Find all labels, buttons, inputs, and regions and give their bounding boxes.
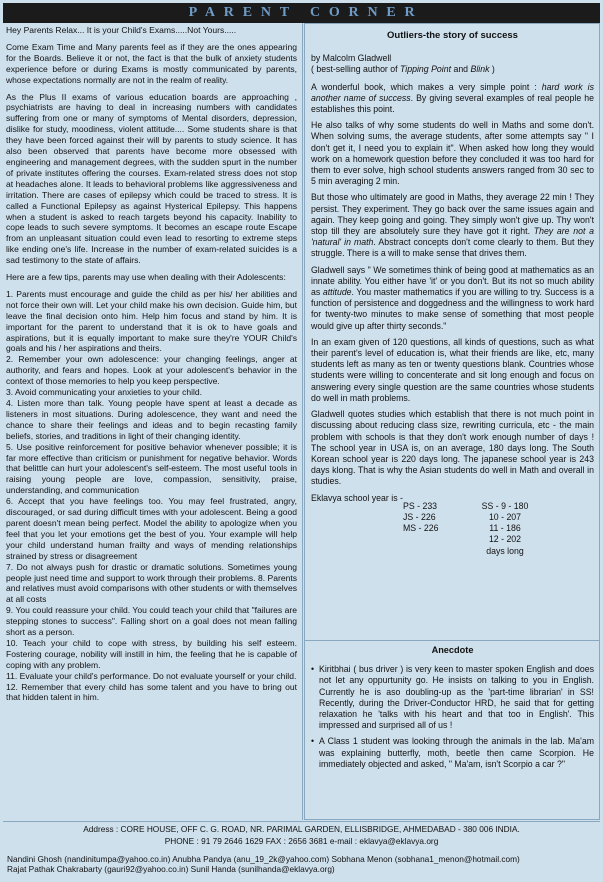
tip-item: 6. Accept that you have feelings too. You may feel frustrated, angry, discouraged, or sad during difficult times with your adolescent. Being a good parent doesn't mean being perfect. Model the ability to apologize when you feel that you let your emotions get the best of you. Your example will help your child understand human frailty and ways of mending relationships strained by stress or disagreement <box>6 496 297 561</box>
review-paragraph: Gladwell says " We sometimes think of being good at mathematics as an innate ability. You either have 'it' or you don't. But its not so much ability as attitude. You master mathematics if you are willing to try. Success is a function of persistence and doggedness and the willingness to work hard for twenty-two minutes to make sense of something that most people would give up after thirty seconds." <box>311 264 594 331</box>
article-paragraph: Come Exam Time and Many parents feel as if they are the ones appearing for the Boards. Believe it or not, the fact is that the bulk of anxiety students experience before or during Exams is mostly communicated by parents, whose expectations normally are not in the realm of reality. <box>6 41 297 85</box>
article-paragraph: Here are a few tips, parents may use when dealing with their Adolescents: <box>6 272 286 283</box>
book-title: Blink <box>470 64 490 75</box>
anecdote-item: • A Class 1 student was looking through the animals in the lab. Ma'am was explaining butterfly, moth, beetle then came Scorpion. He immediately objected and asked, " Ma'am, isn't Scorpio a car ?" <box>311 736 594 769</box>
school-year-entry: SS - 9 - 180 <box>481 500 529 511</box>
anecdote-section <box>305 641 599 770</box>
school-year-entry: days long <box>486 545 524 556</box>
school-year-col2 <box>465 493 545 557</box>
review-paragraph: But those who ultimately are good in Maths, they average 22 min ! They persist. They experiment. They go back over the same issues again and again. They keep going and going. They simply won't give up. Thy won't stop till they are absolutely sure they have got it right. They are not a 'natural' in math. Abstract concepts don't come clearly to them. But they struggle. There is a will to make sense that drives them. <box>311 192 594 259</box>
review-byline: by Malcolm Gladwell <box>311 53 392 64</box>
left-article <box>6 25 297 815</box>
tip-item: 11. Evaluate your child's performance. Do not evaluate yourself or your child. <box>6 670 297 681</box>
book-review <box>305 24 599 641</box>
tip-item: 10. Teach your child to cope with stress, by building his self esteem. Fostering courage, nobility will instill in him, the feeling that he is capable of coping with any problem. <box>6 637 297 670</box>
bullet-icon: • <box>311 664 315 675</box>
tip-item: 2. Remember your own adolescence: your changing feelings, anger at authority, and fears and hopes. Look at your adolescent's behavior in the context of those memories to help you keep perspective. <box>6 354 297 387</box>
review-paragraph: In an exam given of 120 questions, all kinds of questions, such as what their parent's level of education is, what their friends are like, etc, many students left as many as ten or twenty questions blank. Countries whose students were willing to concenterate and sit long enough and focus on answering every single question are the same countries whose students do well in math problems. <box>311 336 594 403</box>
banner <box>3 3 600 23</box>
article-intro: Hey Parents Relax... It is your Child's Exams.....Not Yours..... <box>6 25 237 35</box>
review-byline-note: ( best-selling author of Tipping Point and Blink ) <box>311 64 495 75</box>
tip-item: 1. Parents must encourage and guide the child as per his/ her abilities and not force their own will. Let your child make his own decision. Guide him, but leave the final decision onto him. Help him focus and stand by him. It is important for the parent to understand that it is ok to have goals and aspirations, but it is equally important to make sure they're YOUR Child's goals and his / her aspirations and theirs. <box>6 288 297 354</box>
anecdote-heading: Anecdote <box>431 645 474 655</box>
school-year-entry: PS - 233 <box>403 500 438 511</box>
anecdote-item: • Kiritbhai ( bus driver ) is very keen to master spoken English and does not let any oppurtunity go. He insists on talking to you in English. Currently he is aso doubling-up as the 'part-time librarian' in SS! Recently, during the Driver-Conductor HRD, he said that for getting relaxation he 'talks with his heart and that too in English'. This impressed and surprised all of us ! <box>311 664 594 731</box>
school-year-entry: MS - 226 <box>403 523 439 534</box>
review-heading: Outliers-the story of success <box>387 30 518 41</box>
review-paragraph: Gladwell quotes studies which establish that there is not much point in discussing about reducing class size, rewriting curricula, etc - the main problem with schools is that they don't work enough number of days ! The school year in USA is, on an average, 180 days long. The South Korean school year is 220 days long. The japanese school year is 243 days klong. That is why the Asian students do well in Math and overall in studies. <box>311 409 594 487</box>
banner-title: PARENT CORNER <box>188 5 424 20</box>
contact-line: Nandini Ghosh (nandinitumpa@yahoo.co.in) Anubha Pandya (anu_19_2k@yahoo.com) Sobhana Menon (sobhana1_menon@hotmail.com) <box>7 853 520 864</box>
contact-line: Rajat Pathak Chakrabarty (gauri92@yahoo.co.in) Sunil Handa (sunilhanda@eklavya.org) <box>7 864 335 875</box>
tips-list <box>6 289 297 703</box>
footer-phone: PHONE : 91 79 2646 1629 FAX : 2656 3681 e-mail : eklavya@eklavya.org <box>164 836 439 847</box>
school-year-entry: JS - 226 <box>403 511 436 522</box>
tip-item: 12. Remember that every child has some talent and you have to bring out that hidden talent in him. <box>6 681 297 703</box>
tip-item: 4. Listen more than talk. Young people have spent at least a decade as listeners in most situations. During adolescence, they want and need the chance to share their feelings and ideas and to begin recasting family beliefs, stories, and traditions in light of their changing identity. <box>6 398 297 441</box>
footer-address: Address : CORE HOUSE, OFF C. G. ROAD, NR. PARIMAL GARDEN, ELLISBRIDGE, AHMEDABAD - 380 006 INDIA. <box>83 824 520 834</box>
bullet-icon: • <box>311 736 315 747</box>
footer-contacts <box>3 854 600 875</box>
review-paragraph: A wonderful book, which makes a very simple point : hard work is another name of success. By giving several examples of real people he establishes this point. <box>311 81 594 115</box>
column-divider <box>302 23 303 820</box>
school-year-col1 <box>403 493 465 557</box>
article-paragraph: As the Plus II exams of various education boards are approaching , psychiatrists are having to deal in increasing numbers with candidates suffering from one or many of symptoms of Mental disorders, depression, dislike for study, moodiness, violent attitude.... Some students share is that they have been forced against their will by parents to study science. It has also been observed that parents have become more obsessed with engineering and management degrees, with the sudden spurt in the number of private institutes offering the courses. Exam-related stress does not stop at headaches alone. It leads to behavioral problems like aggressiveness and irritation. There are cases of epilepsy which could be traced to stress. It is called a Functional Epilepsy as against Hysterical Epilepsy. This happens when a student is asked to reach targets beyond his capacity. Inability to cope leads to such severe symptoms. It becomes an escape route Escape from an unpleasant situation could even lead to resorting to extreme steps like ending one's life. Increase in the number of exam-related suicides is a sad testimony to the state of affairs. <box>6 91 297 266</box>
tip-item: 7. Do not always push for drastic or dramatic solutions. Sometimes young people just need time and support to work through their problems. 8. Parents and relatives must avoid comparisons with other students or with themselves at all costs <box>6 561 297 605</box>
review-paragraph: He also talks of why some students do well in Maths and some don't. When solving sums, the average students, after some attempts say " I don't get it, I need you to explain it". When asked how long they would work on a homework question before they concluded it was too hard for them to ever solve, high school students answers ranged from 30 sec to 5 min averaging 2 min. <box>311 120 594 187</box>
school-year-entry: 11 - 186 <box>489 523 521 534</box>
school-year-label: Eklavya school year is - <box>311 492 403 503</box>
footer <box>3 821 600 880</box>
tip-item: 9. You could reassure your child. You could teach your child that "failures are stepping stones to success". Falling short on a goal does not mean falling short as a person. <box>6 605 297 638</box>
tip-item: 3. Avoid communicating your anxieties to your child. <box>6 387 203 398</box>
tip-item: 5. Use positive reinforcement for positive behavior whenever possible; it is far more effective than criticism or punishment for negative behavior. Words that belittle can hurt your adolescent's self-esteem. The most useful tools in raising young people are love, compassion, sensitivity, praise, understanding, and communication <box>6 441 297 496</box>
right-column <box>304 23 600 820</box>
book-title: Tipping Point <box>400 64 452 75</box>
school-year-entry: 10 - 207 <box>488 511 522 522</box>
school-year-entry: 12 - 202 <box>488 534 522 545</box>
school-year-table <box>311 493 594 557</box>
